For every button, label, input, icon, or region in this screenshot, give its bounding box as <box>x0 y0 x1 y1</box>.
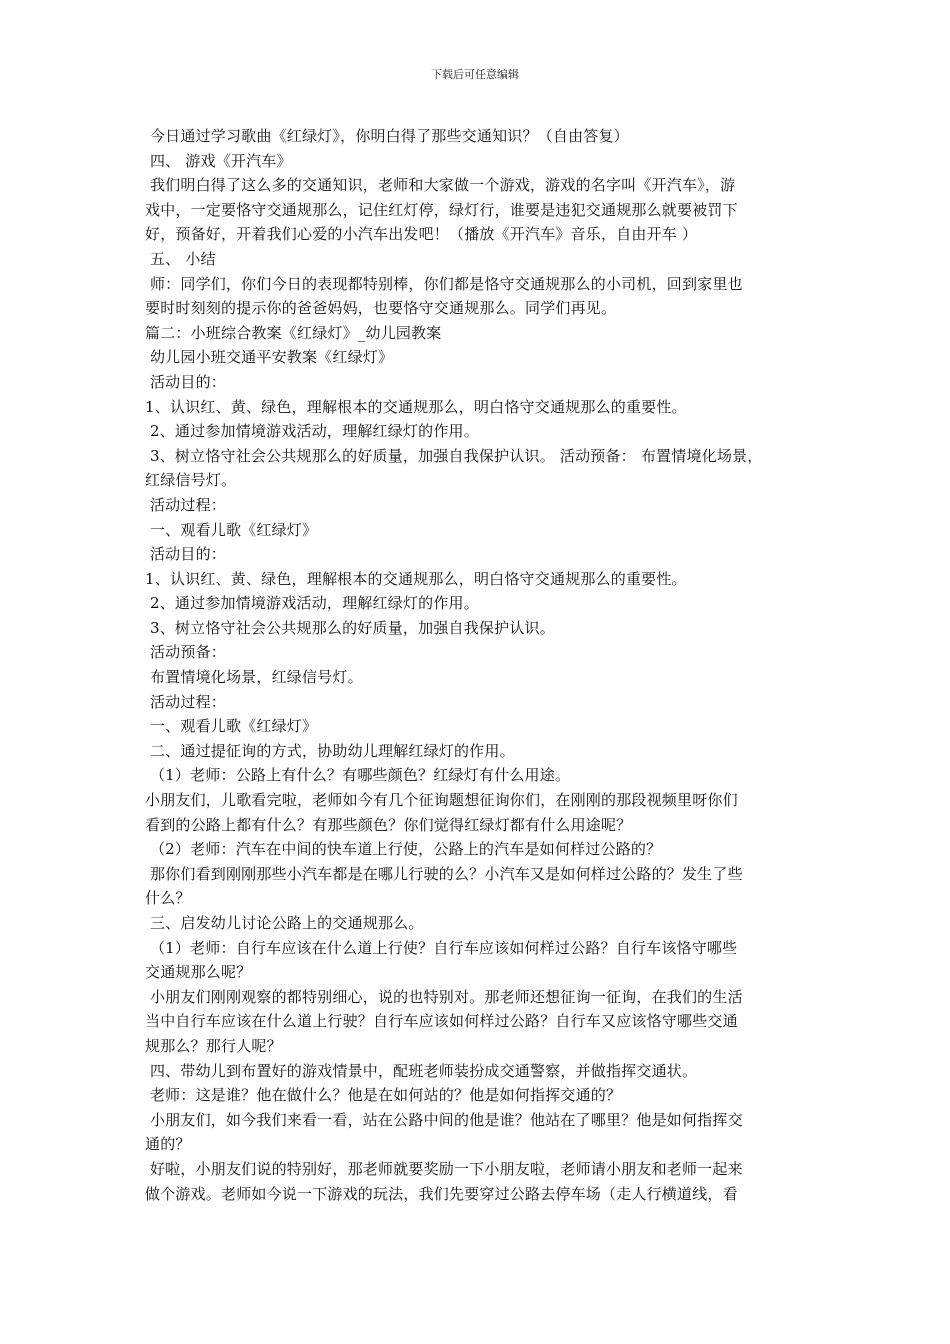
text-line: 师：同学们，你们今日的表现都特别棒，你们都是恪守交通规那么的小司机，回到家里也 <box>145 274 743 293</box>
text-line: 3、树立恪守社会公共规那么的好质量，加强自我保护认识。 活动预备： 布置情境化场景， <box>145 446 763 465</box>
text-line: 规那么？那行人呢？ <box>145 1036 282 1055</box>
text-line: 交通规那么呢？ <box>145 963 252 982</box>
text-line: 一、观看儿歌《红绿灯》 <box>145 520 318 539</box>
text-line: 我们明白得了这么多的交通知识，老师和大家做一个游戏，游戏的名字叫《开汽车》，游 <box>145 176 736 195</box>
text-line: 活动目的： <box>145 545 226 564</box>
text-line: 做个游戏。老师如今说一下游戏的玩法，我们先要穿过公路去停车场（走人行横道线，看 <box>145 1184 738 1203</box>
text-line: 红绿信号灯。 <box>145 471 237 490</box>
text-line: 看到的公路上都有什么？有那些颜色？你们觉得红绿灯都有什么用途呢？ <box>145 815 632 834</box>
text-line: 当中自行车应该在什么道上行驶？自行车应该如何样过公路？自行车又应该恪守哪些交通 <box>145 1012 738 1031</box>
text-line: 好，预备好，开着我们心爱的小汽车出发吧！（播放《开汽车》音乐，自由开车 ） <box>145 225 698 244</box>
text-line: （1）老师：自行车应该在什么道上行使？自行车应该如何样过公路？自行车该恪守哪些 <box>145 938 738 957</box>
document-body <box>145 124 813 1206</box>
text-line: 篇二：小班综合教案《红绿灯》_幼儿园教案 <box>145 323 442 342</box>
text-line: 活动过程： <box>145 692 226 711</box>
text-line: 幼儿园小班交通平安教案《红绿灯》 <box>145 348 394 367</box>
text-line: 好啦，小朋友们说的特别好，那老师就要奖励一下小朋友啦，老师请小朋友和老师一起来 <box>145 1159 743 1178</box>
text-line: 活动过程： <box>145 495 226 514</box>
text-line: 三、启发幼儿讨论公路上的交通规那么。 <box>145 914 424 932</box>
text-line: 二、通过提征询的方式，协助幼儿理解红绿灯的作用。 <box>145 741 515 760</box>
text-line: 五、 小结 <box>145 249 216 268</box>
text-line: 那你们看到刚刚那些小汽车都是在哪儿行驶的么？小汽车又是如何样过公路的？发生了些 <box>145 864 743 883</box>
text-line: （2）老师：汽车在中间的快车道上行使，公路上的汽车是如何样过公路的？ <box>145 840 662 859</box>
text-line: 1、认识红、黄、绿色，理解根本的交通规那么，明白恪守交通规那么的重要性。 <box>145 569 687 588</box>
text-line: 活动预备： <box>145 643 226 662</box>
text-line: 今日通过学习歌曲《红绿灯》，你明白得了那些交通知识？（自由答复） <box>145 127 629 145</box>
text-line: 3、树立恪守社会公共规那么的好质量，加强自我保护认识。 <box>145 618 555 637</box>
text-line: 小朋友们，如今我们来看一看，站在公路中间的他是谁？他站在了哪里？他是如何指挥交 <box>145 1110 743 1129</box>
text-line: 什么？ <box>145 889 191 908</box>
text-line: 小朋友们刚刚观察的都特别细心，说的也特别对。那老师还想征询一征询，在我们的生活 <box>145 987 743 1006</box>
text-line: 布置情境化场景，红绿信号灯。 <box>145 668 363 687</box>
text-line: 活动目的： <box>145 372 226 391</box>
text-line: 通的？ <box>145 1135 191 1154</box>
text-line: 戏中，一定要恪守交通规那么，记住红灯停，绿灯行，谁要是违犯交通规那么就要被罚下 <box>145 200 738 219</box>
page-header: 下载后可任意编辑 <box>431 68 519 81</box>
text-line: 2、通过参加情境游戏活动，理解红绿灯的作用。 <box>145 422 479 441</box>
text-line: 四、 游戏《开汽车》 <box>145 151 292 170</box>
text-line: 1、认识红、黄、绿色，理解根本的交通规那么，明白恪守交通规那么的重要性。 <box>145 397 687 416</box>
text-line: 要时时刻刻的提示你的爸爸妈妈，也要恪守交通规那么。同学们再见。 <box>145 299 617 318</box>
text-line: 一、观看儿歌《红绿灯》 <box>145 717 318 736</box>
text-line: 小朋友们，儿歌看完啦，老师如今有几个征询题想征询你们，在刚刚的那段视频里呀你们 <box>145 791 738 810</box>
text-line: 2、通过参加情境游戏活动，理解红绿灯的作用。 <box>145 594 479 613</box>
text-line: （1）老师：公路上有什么？有哪些颜色？红绿灯有什么用途。 <box>145 766 571 785</box>
text-line: 四、带幼儿到布置好的游戏情景中，配班老师装扮成交通警察，并做指挥交通状。 <box>145 1061 698 1080</box>
text-line: 老师：这是谁？他在做什么？他是在如何站的？他是如何指挥交通的？ <box>145 1086 622 1105</box>
